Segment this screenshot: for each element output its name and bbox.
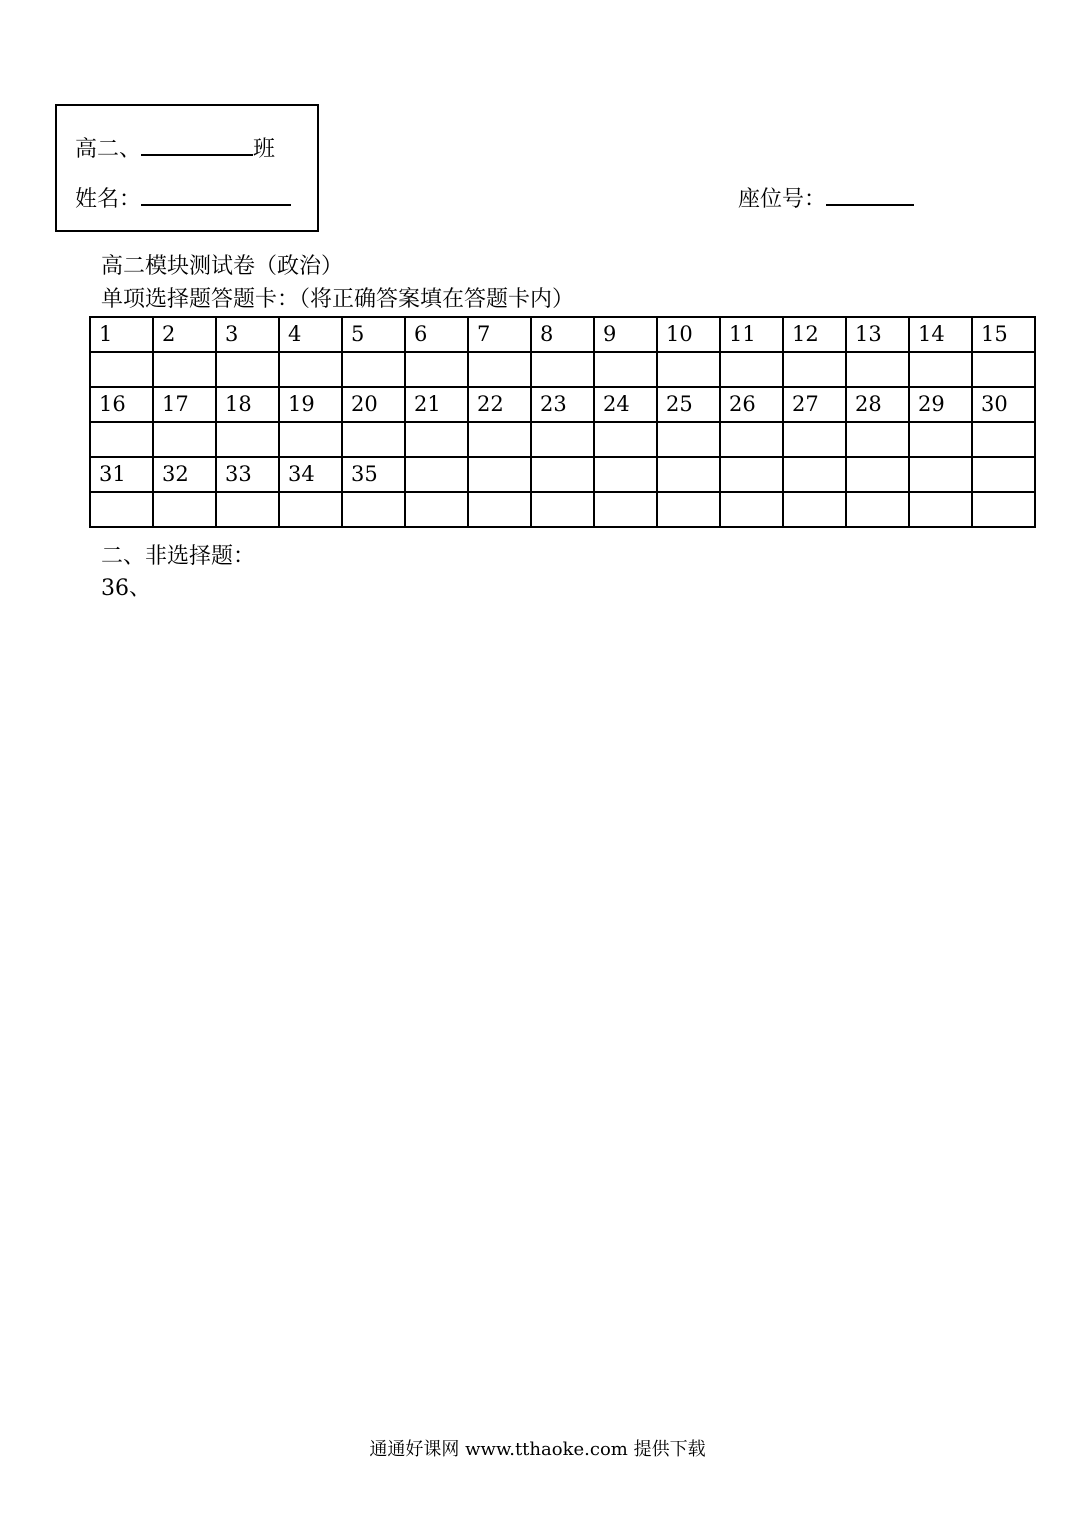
answer-cell[interactable] bbox=[783, 492, 846, 527]
seat-blank[interactable] bbox=[826, 184, 914, 206]
question-number-cell: 31 bbox=[90, 457, 153, 492]
grid-answer-row bbox=[90, 422, 1035, 457]
answer-cell[interactable] bbox=[468, 422, 531, 457]
question-number-cell: 17 bbox=[153, 387, 216, 422]
question-number-cell: 28 bbox=[846, 387, 909, 422]
question-number-cell: 33 bbox=[216, 457, 279, 492]
question-number-cell: 3 bbox=[216, 317, 279, 352]
answer-cell[interactable] bbox=[279, 492, 342, 527]
answer-cell[interactable] bbox=[90, 352, 153, 387]
question-number-cell: 16 bbox=[90, 387, 153, 422]
question-36-label: 36、 bbox=[101, 576, 151, 601]
answer-cell[interactable] bbox=[531, 492, 594, 527]
answer-cell[interactable] bbox=[531, 422, 594, 457]
question-number-cell: 20 bbox=[342, 387, 405, 422]
question-number-cell: 27 bbox=[783, 387, 846, 422]
grid-answer-row bbox=[90, 492, 1035, 527]
answer-cell[interactable] bbox=[909, 352, 972, 387]
answer-cell[interactable] bbox=[153, 492, 216, 527]
class-line bbox=[75, 134, 275, 163]
seat-number-line bbox=[738, 184, 914, 213]
question-number-cell: 15 bbox=[972, 317, 1035, 352]
question-number-cell: 6 bbox=[405, 317, 468, 352]
question-number-cell: 21 bbox=[405, 387, 468, 422]
answer-cell[interactable] bbox=[657, 492, 720, 527]
question-number-cell: 25 bbox=[657, 387, 720, 422]
answer-cell[interactable] bbox=[657, 422, 720, 457]
question-number-cell: 34 bbox=[279, 457, 342, 492]
answer-cell[interactable] bbox=[531, 352, 594, 387]
answer-cell[interactable] bbox=[846, 352, 909, 387]
answer-cell[interactable] bbox=[279, 422, 342, 457]
answer-cell[interactable] bbox=[216, 422, 279, 457]
question-number-cell: 24 bbox=[594, 387, 657, 422]
question-number-cell bbox=[468, 457, 531, 492]
answer-cell[interactable] bbox=[405, 422, 468, 457]
question-number-cell: 18 bbox=[216, 387, 279, 422]
answer-cell[interactable] bbox=[909, 422, 972, 457]
answer-cell[interactable] bbox=[909, 492, 972, 527]
grid-number-row bbox=[90, 457, 1035, 492]
answer-cell[interactable] bbox=[657, 352, 720, 387]
question-number-cell bbox=[720, 457, 783, 492]
answer-cell[interactable] bbox=[783, 352, 846, 387]
question-number-cell: 29 bbox=[909, 387, 972, 422]
question-number-cell: 19 bbox=[279, 387, 342, 422]
answer-cell[interactable] bbox=[342, 422, 405, 457]
question-number-cell: 10 bbox=[657, 317, 720, 352]
answer-cell[interactable] bbox=[972, 352, 1035, 387]
grid-number-row bbox=[90, 387, 1035, 422]
answer-cell[interactable] bbox=[405, 492, 468, 527]
answer-cell[interactable] bbox=[342, 352, 405, 387]
answer-cell[interactable] bbox=[153, 422, 216, 457]
class-suffix-label: 班 bbox=[253, 137, 276, 162]
question-number-cell: 13 bbox=[846, 317, 909, 352]
question-number-cell bbox=[657, 457, 720, 492]
exam-title: 高二模块测试卷（政治） bbox=[101, 254, 344, 279]
question-number-cell: 1 bbox=[90, 317, 153, 352]
answer-cell[interactable] bbox=[972, 422, 1035, 457]
question-number-cell bbox=[594, 457, 657, 492]
answer-cell[interactable] bbox=[720, 352, 783, 387]
question-number-cell: 32 bbox=[153, 457, 216, 492]
question-number-cell bbox=[405, 457, 468, 492]
answer-cell[interactable] bbox=[594, 492, 657, 527]
question-number-cell: 14 bbox=[909, 317, 972, 352]
answer-cell[interactable] bbox=[405, 352, 468, 387]
seat-label: 座位号： bbox=[738, 187, 827, 212]
answer-cell[interactable] bbox=[342, 492, 405, 527]
answer-cell[interactable] bbox=[279, 352, 342, 387]
question-number-cell: 9 bbox=[594, 317, 657, 352]
answer-cell[interactable] bbox=[90, 492, 153, 527]
question-number-cell bbox=[531, 457, 594, 492]
answer-card-label: 单项选择题答题卡：（将正确答案填在答题卡内） bbox=[101, 287, 575, 312]
footer-note: 通通好课网 www.tthaoke.com 提供下载 bbox=[369, 1439, 706, 1460]
question-number-cell bbox=[972, 457, 1035, 492]
question-number-cell bbox=[909, 457, 972, 492]
question-number-cell: 4 bbox=[279, 317, 342, 352]
question-number-cell: 5 bbox=[342, 317, 405, 352]
question-number-cell: 26 bbox=[720, 387, 783, 422]
name-line bbox=[75, 184, 291, 213]
question-number-cell: 12 bbox=[783, 317, 846, 352]
answer-cell[interactable] bbox=[216, 492, 279, 527]
question-number-cell: 8 bbox=[531, 317, 594, 352]
answer-cell[interactable] bbox=[846, 492, 909, 527]
answer-cell[interactable] bbox=[594, 422, 657, 457]
answer-grid bbox=[89, 316, 1036, 528]
answer-cell[interactable] bbox=[216, 352, 279, 387]
answer-cell[interactable] bbox=[153, 352, 216, 387]
class-blank[interactable] bbox=[141, 134, 253, 156]
question-number-cell bbox=[783, 457, 846, 492]
answer-cell[interactable] bbox=[720, 422, 783, 457]
answer-cell[interactable] bbox=[594, 352, 657, 387]
grid-answer-row bbox=[90, 352, 1035, 387]
question-number-cell: 35 bbox=[342, 457, 405, 492]
answer-cell[interactable] bbox=[783, 422, 846, 457]
answer-cell[interactable] bbox=[846, 422, 909, 457]
question-number-cell: 2 bbox=[153, 317, 216, 352]
name-label: 姓名： bbox=[75, 187, 142, 212]
question-number-cell: 22 bbox=[468, 387, 531, 422]
student-info-box bbox=[55, 104, 319, 232]
question-number-cell: 7 bbox=[468, 317, 531, 352]
grid-number-row bbox=[90, 317, 1035, 352]
name-blank[interactable] bbox=[141, 184, 291, 206]
answer-cell[interactable] bbox=[468, 352, 531, 387]
question-number-cell: 23 bbox=[531, 387, 594, 422]
class-prefix-label: 高二、 bbox=[75, 137, 142, 162]
answer-cell[interactable] bbox=[90, 422, 153, 457]
section-two-title: 二、非选择题： bbox=[101, 544, 256, 569]
answer-cell[interactable] bbox=[468, 492, 531, 527]
question-number-cell: 11 bbox=[720, 317, 783, 352]
question-number-cell bbox=[846, 457, 909, 492]
answer-cell[interactable] bbox=[972, 492, 1035, 527]
answer-cell[interactable] bbox=[720, 492, 783, 527]
question-number-cell: 30 bbox=[972, 387, 1035, 422]
